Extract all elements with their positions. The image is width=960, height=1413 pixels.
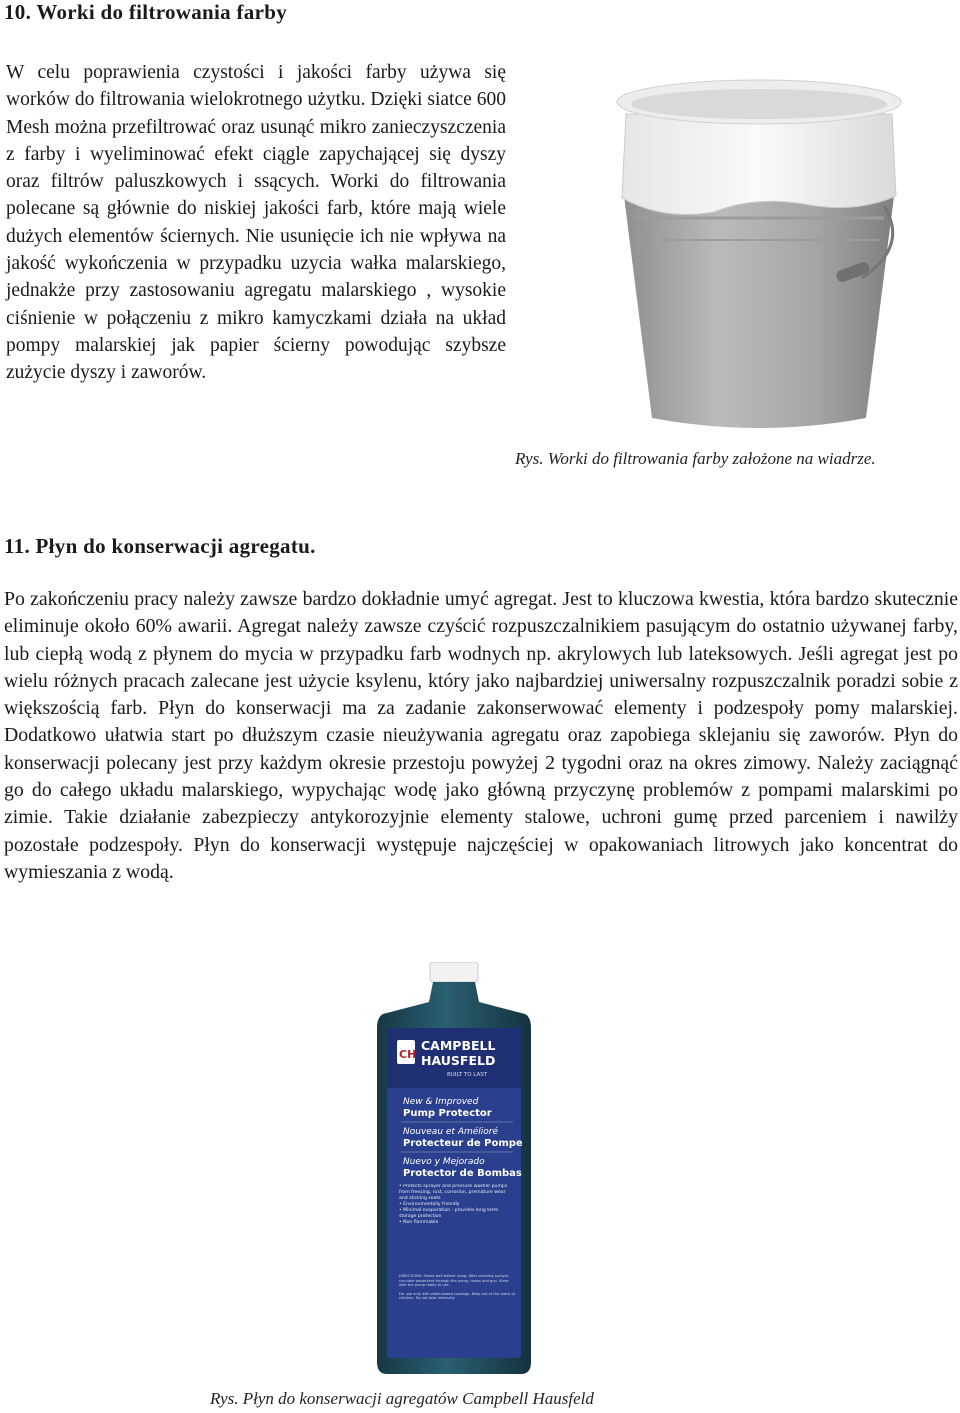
section-10-paragraph: W celu poprawienia czystości i jakości farby używa się worków do filtrowania wielokrotnego użytku. Dzięki siatce 600 Mesh można przefiltrować oraz usunąć mikro zanieczyszczenia z farby i wyeliminować efekt ciągle zapychającej się dyszy oraz filtrów paluszkowych i ssących. Worki do filtrowania polecane są głównie do niskiej jakości farb, które mają wiele dużych elementów ściernych. Nie usunięcie ich nie wpływa na jakość wykończenia w przypadku uzycia wałka malarskiego, jednakże przy zastosowaniu agregatu malarskiego , wysokie ciśnienie w połączeniu z mikro kamyczkami działa na układ pompy malarskiej jak papier ścierny powodując szybsze zużycie dyszy i zaworów. — [6, 62, 506, 384]
bottle-footer: For use only with water-based coatings. Keep out of the reach of children. Do not take internally. — [399, 1291, 515, 1301]
bottle-es-line1: Nuevo y Mejorado — [403, 1157, 485, 1167]
pump-protector-bottle-image — [375, 962, 533, 1377]
bottle-tagline: BUILT TO LAST — [447, 1072, 488, 1078]
bottle-es-line2: Protector de Bombas — [403, 1168, 522, 1179]
bottle-fr-line2: Protecteur de Pompe — [403, 1138, 523, 1149]
bottle-brand-line2: HAUSFELD — [421, 1053, 496, 1068]
section-11-paragraph: Po zakończeniu pracy należy zawsze bardzo dokładnie umyć agregat. Jest to kluczowa kwestia, która bardzo skutecznie eliminuje około 60% awarii. Agregat należy zawsze czyścić rozpuszczalnikiem pasującym do ostatnio używanej farby, lub ciepłą wodą z płynem do mycia w przypadku farb wodnych np. akrylowych lub lateksowych. Jeśli agregat jest po wielu różnych pracach zalecane jest użycie ksylenu, który jako najbardziej uniwersalny rozpuszczalnik poradzi sobie z większością farb. Płyn do konserwacji ma za zadanie zakonserwować elementy i podzespoły pomy malarskiej. Dodatkowo ułatwia start po dłuższym czasie nieużywania agregatu oraz zapobiega sklejaniu się zaworów. Płyn do konserwacji polecany jest przy każdym okresie przestoju powyżej 2 tygodni oraz na okres zimowy. Należy zaciągnąć go do całego układu malarskiego, wypychając wodę jako główną przyczynę problemów z pompami malarskimi po zimie. Takie działanie zabezpieczy antykorozyjnie elementy stalowe, uchroni gumę przed parceniem i nawilży pozostałe podzespoły. Płyn do konserwacji występuje najczęściej w opakowaniach litrowych jako koncentrat do wymieszania z wodą. — [4, 588, 958, 883]
figure-caption-filter-bags: Rys. Worki do filtrowania farby założone na wiadrze. — [515, 449, 876, 468]
bottle-fr-line1: Nouveau et Amélioré — [403, 1127, 499, 1137]
figure-caption-pump-protector: Rys. Płyn do konserwacji agregatów Campbell Hausfeld — [210, 1389, 594, 1408]
bottle-bullet-2: • Environmentally friendly — [399, 1202, 460, 1207]
section-10-heading: 10. Worki do filtrowania farby — [4, 0, 287, 24]
svg-text:CH: CH — [399, 1048, 417, 1061]
bottle-bullet-1: • Protects sprayer and pressure washer pumps from freezing, rust, corrosion, premature wear and sticking seats — [399, 1184, 508, 1201]
bottle-en-line2: Pump Protector — [403, 1108, 492, 1119]
bottle-directions: DIRECTIONS: Shake well before using. After cleaning sprayer, circulate protectant through the pump, hoses and gun. Store with the pump ready to use. — [399, 1274, 510, 1288]
bottle-bullet-4: • Non flammable — [399, 1220, 439, 1225]
bottle-bullet-3: • Minimal evaporation - provides long term storage protection — [399, 1208, 499, 1219]
bucket-with-filter-bag-image — [604, 46, 914, 438]
bottle-brand-line1: CAMPBELL — [421, 1038, 496, 1053]
section-11-heading: 11. Płyn do konserwacji agregatu. — [4, 534, 316, 558]
bottle-en-line1: New & Improved — [403, 1097, 479, 1107]
